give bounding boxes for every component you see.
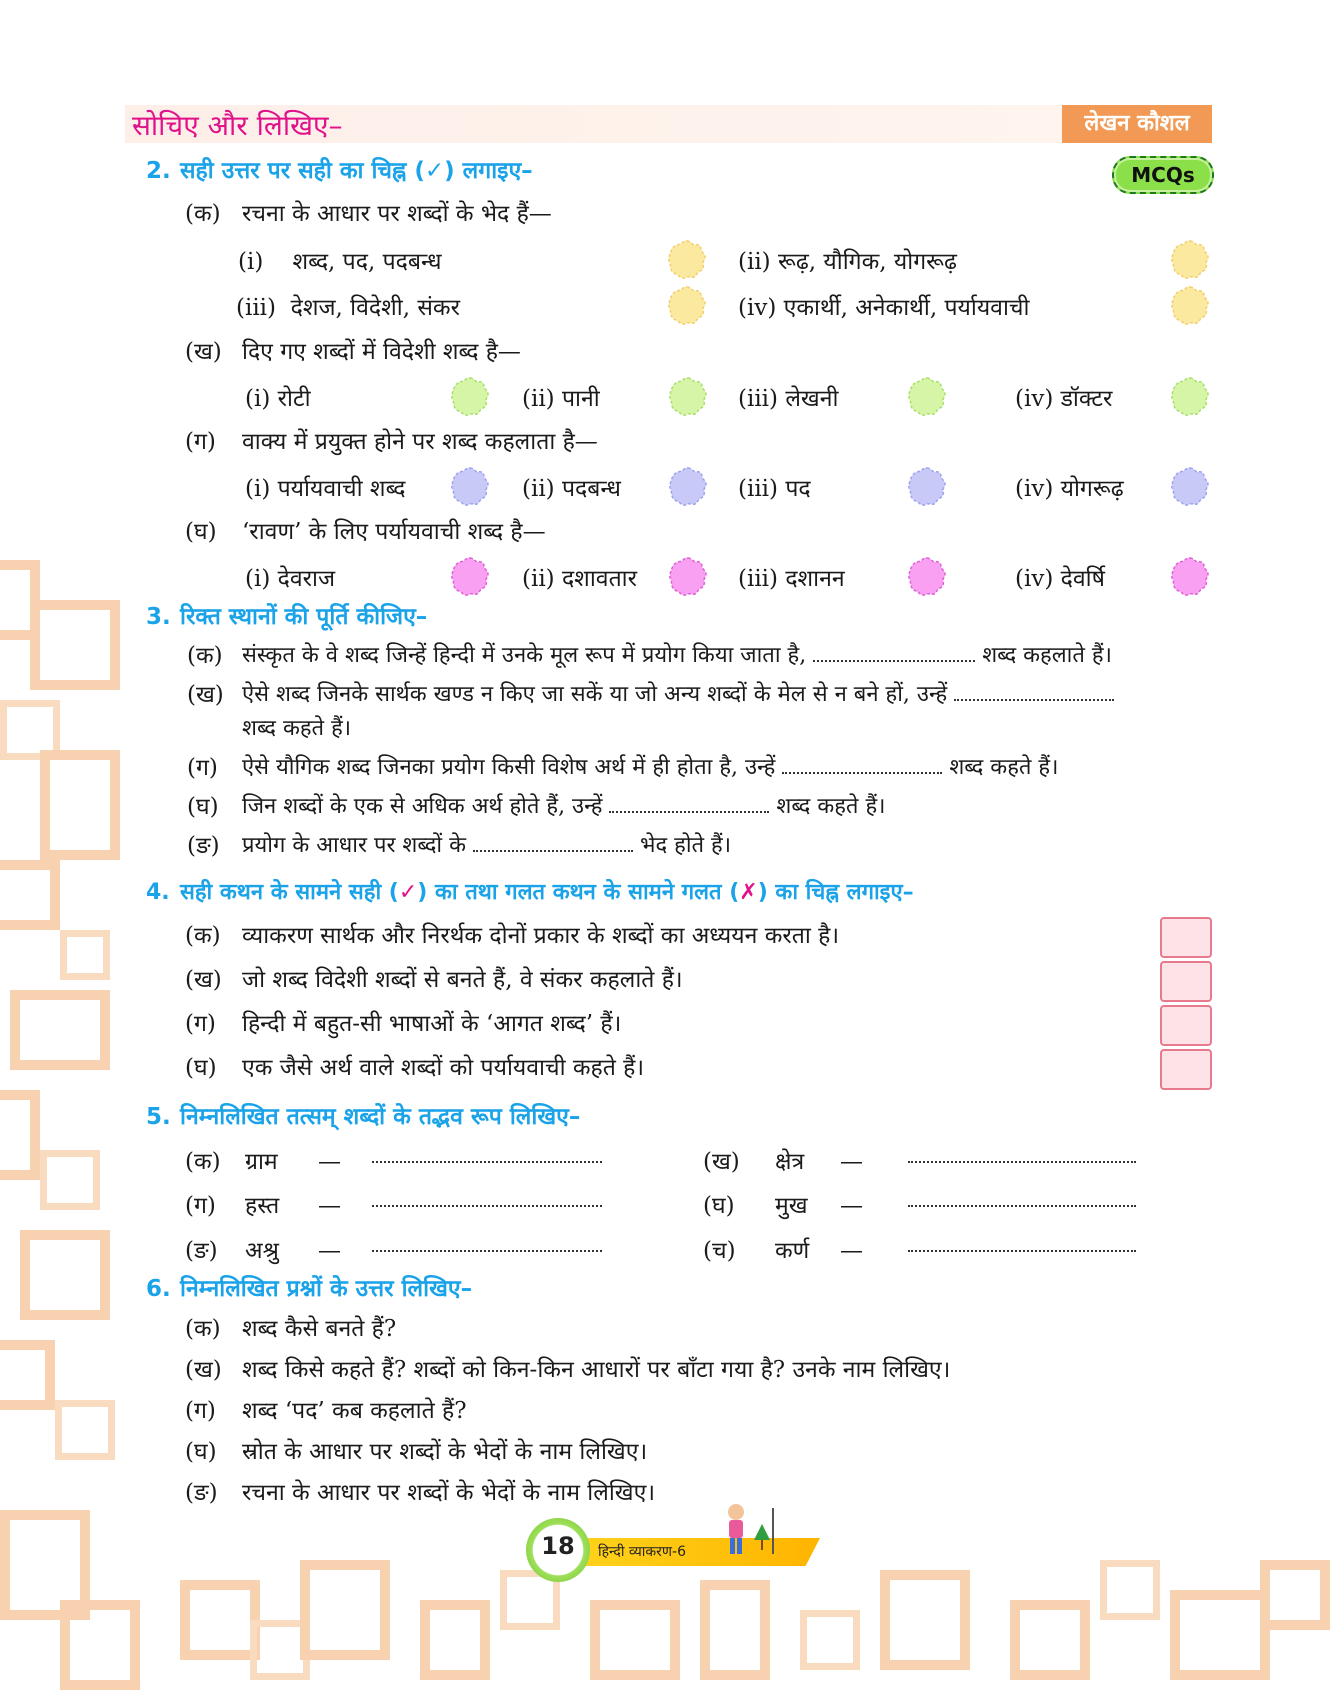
answer-line[interactable] [908, 1187, 1136, 1207]
answer-flower-icon[interactable] [1170, 377, 1210, 417]
dash: — [840, 1238, 863, 1264]
q4-item-label: (ख) [185, 967, 222, 993]
true-false-answer-box[interactable] [1160, 917, 1212, 958]
q5-item-label: (घ) [703, 1193, 735, 1219]
q6-item-label: (ङ) [185, 1480, 218, 1506]
option-text: (iii) लेखनी [738, 386, 839, 412]
option-text: (i) शब्द, पद, पदबन्ध [238, 249, 442, 275]
answer-flower-icon[interactable] [668, 557, 708, 597]
q5-item-label: (ग) [185, 1193, 216, 1219]
answer-flower-icon[interactable] [907, 377, 947, 417]
section-title: सोचिए और लिखिए– [132, 109, 343, 142]
q6-item-label: (क) [185, 1316, 221, 1342]
answer-line[interactable] [372, 1143, 602, 1163]
q4-instruction-a: सही कथन के सामने सही ( [180, 880, 399, 905]
answer-flower-icon[interactable] [1170, 240, 1210, 280]
reading-child-icon [718, 1500, 778, 1562]
tick-icon: ✓ [398, 880, 418, 905]
blank-field[interactable] [813, 642, 975, 662]
dash: — [318, 1238, 341, 1264]
footer-book-title: हिन्दी व्याकरण-6 [598, 1544, 686, 1560]
true-false-answer-box[interactable] [1160, 1005, 1212, 1046]
skill-badge: लेखन कौशल [1062, 105, 1212, 143]
q6-item-text: शब्द ‘पद’ कब कहलाते हैं? [242, 1398, 467, 1424]
blank-field[interactable] [609, 793, 769, 813]
q3-item-label: (घ) [187, 794, 219, 820]
q2-item-text: रचना के आधार पर शब्दों के भेद हैं— [242, 201, 552, 227]
q4-number: 4. [146, 880, 170, 905]
q5-item-label: (ख) [703, 1149, 740, 1175]
q3-item-label: (ग) [187, 755, 218, 781]
q2-instruction: सही उत्तर पर सही का चिह्न (✓) लगाइए– [180, 158, 533, 184]
tatsam-word: कर्ण [775, 1238, 810, 1264]
sentence-after: शब्द कहते हैं। [242, 716, 352, 741]
q2-item-label: (ग) [185, 429, 216, 455]
q4-instruction-b: ) का तथा गलत कथन के सामने गलत ( [417, 880, 740, 905]
answer-flower-icon[interactable] [667, 240, 707, 280]
q6-item-label: (घ) [185, 1439, 217, 1465]
q6-item-text: शब्द किसे कहते हैं? शब्दों को किन-किन आधारों पर बाँटा गया है? उनके नाम लिखिए। [242, 1357, 951, 1383]
q3-heading [146, 602, 427, 632]
q6-item-text: रचना के आधार पर शब्दों के भेदों के नाम लिखिए। [242, 1480, 656, 1506]
dash: — [318, 1149, 341, 1175]
q4-item-text: जो शब्द विदेशी शब्दों से बनते हैं, वे संकर कहलाते हैं। [242, 967, 683, 993]
sentence-after: शब्द कहते हैं। [776, 794, 886, 819]
q5-item-label: (क) [185, 1149, 221, 1175]
q4-item-text: हिन्दी में बहुत-सी भाषाओं के ‘आगत शब्द’ हैं। [242, 1011, 622, 1037]
q3-item-text [242, 642, 1112, 670]
answer-line-wrap [908, 1231, 1136, 1259]
option-text: (ii) पानी [522, 386, 600, 412]
sentence-before: ऐसे शब्द जिनके सार्थक खण्ड न किए जा सकें या जो अन्य शब्दों के मेल से न बने हों, उन्हें [242, 682, 948, 707]
answer-line[interactable] [372, 1232, 602, 1252]
q2-item-text: ‘रावण’ के लिए पर्यायवाची शब्द है— [242, 519, 546, 545]
sentence-before: ऐसे यौगिक शब्द जिनका प्रयोग किसी विशेष अर्थ में ही होता है, उन्हें [242, 755, 776, 780]
q3-instruction: रिक्त स्थानों की पूर्ति कीजिए– [180, 604, 428, 630]
answer-flower-icon[interactable] [1170, 557, 1210, 597]
q5-item-label: (च) [703, 1238, 736, 1264]
answer-flower-icon[interactable] [667, 286, 707, 326]
option-text: (i) रोटी [245, 386, 311, 412]
answer-line[interactable] [908, 1232, 1136, 1252]
answer-line-wrap [372, 1231, 602, 1259]
q2-heading [146, 156, 533, 186]
q4-heading [146, 878, 914, 908]
option-text: (ii) दशावतार [522, 566, 638, 592]
blank-field[interactable] [782, 754, 942, 774]
option-text: (iv) देवर्षि [1015, 566, 1105, 592]
sentence-before: प्रयोग के आधार पर शब्दों के [242, 833, 466, 858]
q3-item-text [242, 681, 1114, 709]
true-false-answer-box[interactable] [1160, 961, 1212, 1002]
q2-item-text: वाक्य में प्रयुक्त होने पर शब्द कहलाता है— [242, 429, 598, 455]
q2-item-label: (ख) [185, 339, 222, 365]
q4-item-label: (घ) [185, 1055, 217, 1081]
answer-flower-icon[interactable] [668, 467, 708, 507]
tatsam-word: मुख [775, 1193, 808, 1219]
option-text: (iv) डॉक्टर [1015, 386, 1113, 412]
answer-line[interactable] [908, 1143, 1136, 1163]
option-text: (i) पर्यायवाची शब्द [245, 476, 406, 502]
answer-flower-icon[interactable] [907, 557, 947, 597]
sentence-after: भेद होते हैं। [640, 833, 732, 858]
answer-flower-icon[interactable] [1170, 286, 1210, 326]
answer-line-wrap [908, 1186, 1136, 1214]
q3-item-label: (क) [187, 643, 223, 669]
sentence-before: संस्कृत के वे शब्द जिन्हें हिन्दी में उनके मूल रूप में प्रयोग किया जाता है, [242, 643, 807, 668]
q6-item-text: शब्द कैसे बनते हैं? [242, 1316, 397, 1342]
dash: — [318, 1193, 341, 1219]
option-text: (ii) रूढ़, यौगिक, योगरूढ़ [738, 249, 957, 275]
answer-flower-icon[interactable] [668, 377, 708, 417]
blank-field[interactable] [473, 832, 633, 852]
q5-instruction: निम्नलिखित तत्सम् शब्दों के तद्भव रूप लिखिए– [180, 1104, 581, 1130]
answer-flower-icon[interactable] [1170, 467, 1210, 507]
q6-item-label: (ख) [185, 1357, 222, 1383]
answer-line-wrap [908, 1142, 1136, 1170]
sentence-after: शब्द कहते हैं। [949, 755, 1059, 780]
tatsam-word: अश्रु [245, 1238, 279, 1264]
q4-item-label: (क) [185, 923, 221, 949]
answer-flower-icon[interactable] [450, 467, 490, 507]
option-text: (iv) योगरूढ़ [1015, 476, 1124, 502]
q5-item-label: (ङ) [185, 1238, 218, 1264]
q2-item-label: (क) [185, 201, 221, 227]
q3-item-label: (ङ) [187, 833, 220, 859]
page-number: 18 [541, 1532, 575, 1560]
q3-item-text [242, 754, 1058, 782]
q5-heading [146, 1102, 580, 1132]
q2-number: 2. [146, 158, 171, 184]
q6-item-label: (ग) [185, 1398, 216, 1424]
option-text: (i) देवराज [245, 566, 336, 592]
option-text: (iv) एकार्थी, अनेकार्थी, पर्यायवाची [738, 295, 1030, 321]
q4-instruction-c: ) का चिह्न लगाइए– [757, 880, 914, 905]
q5-number: 5. [146, 1104, 171, 1130]
answer-line[interactable] [372, 1187, 602, 1207]
q3-number: 3. [146, 604, 171, 630]
q4-item-text: व्याकरण सार्थक और निरर्थक दोनों प्रकार के शब्दों का अध्ययन करता है। [242, 923, 840, 949]
q6-heading [146, 1274, 472, 1304]
sentence-after: शब्द कहलाते हैं। [982, 643, 1112, 668]
answer-line-wrap [372, 1186, 602, 1214]
q2-item-text: दिए गए शब्दों में विदेशी शब्द है— [242, 339, 521, 365]
option-text: (ii) पदबन्ध [522, 476, 621, 502]
option-text: (iii) दशानन [738, 566, 845, 592]
blank-field[interactable] [954, 681, 1114, 701]
answer-flower-icon[interactable] [907, 467, 947, 507]
q4-item-text: एक जैसे अर्थ वाले शब्दों को पर्यायवाची कहते हैं। [242, 1055, 645, 1081]
cross-icon: ✗ [739, 880, 758, 905]
answer-line-wrap [372, 1142, 602, 1170]
dash: — [840, 1193, 863, 1219]
true-false-answer-box[interactable] [1160, 1049, 1212, 1090]
tatsam-word: क्षेत्र [775, 1149, 805, 1175]
mcq-tag: MCQs [1112, 156, 1214, 194]
q6-instruction: निम्नलिखित प्रश्नों के उत्तर लिखिए– [180, 1276, 473, 1302]
q2-item-label: (घ) [185, 519, 217, 545]
q6-item-text: स्रोत के आधार पर शब्दों के भेदों के नाम लिखिए। [242, 1439, 648, 1465]
tatsam-word: ग्राम [245, 1149, 278, 1175]
q6-number: 6. [146, 1276, 171, 1302]
q3-item-text [242, 832, 731, 860]
option-text: (iii) पद [738, 476, 811, 502]
option-text: (iii) देशज, विदेशी, संकर [236, 295, 460, 321]
answer-flower-icon[interactable] [450, 377, 490, 417]
dash: — [840, 1149, 863, 1175]
tatsam-word: हस्त [245, 1193, 280, 1219]
sentence-before: जिन शब्दों के एक से अधिक अर्थ होते हैं, उन्हें [242, 794, 603, 819]
answer-flower-icon[interactable] [450, 557, 490, 597]
q4-item-label: (ग) [185, 1011, 216, 1037]
q3-item-label: (ख) [187, 682, 224, 708]
q3-item-text [242, 793, 885, 821]
